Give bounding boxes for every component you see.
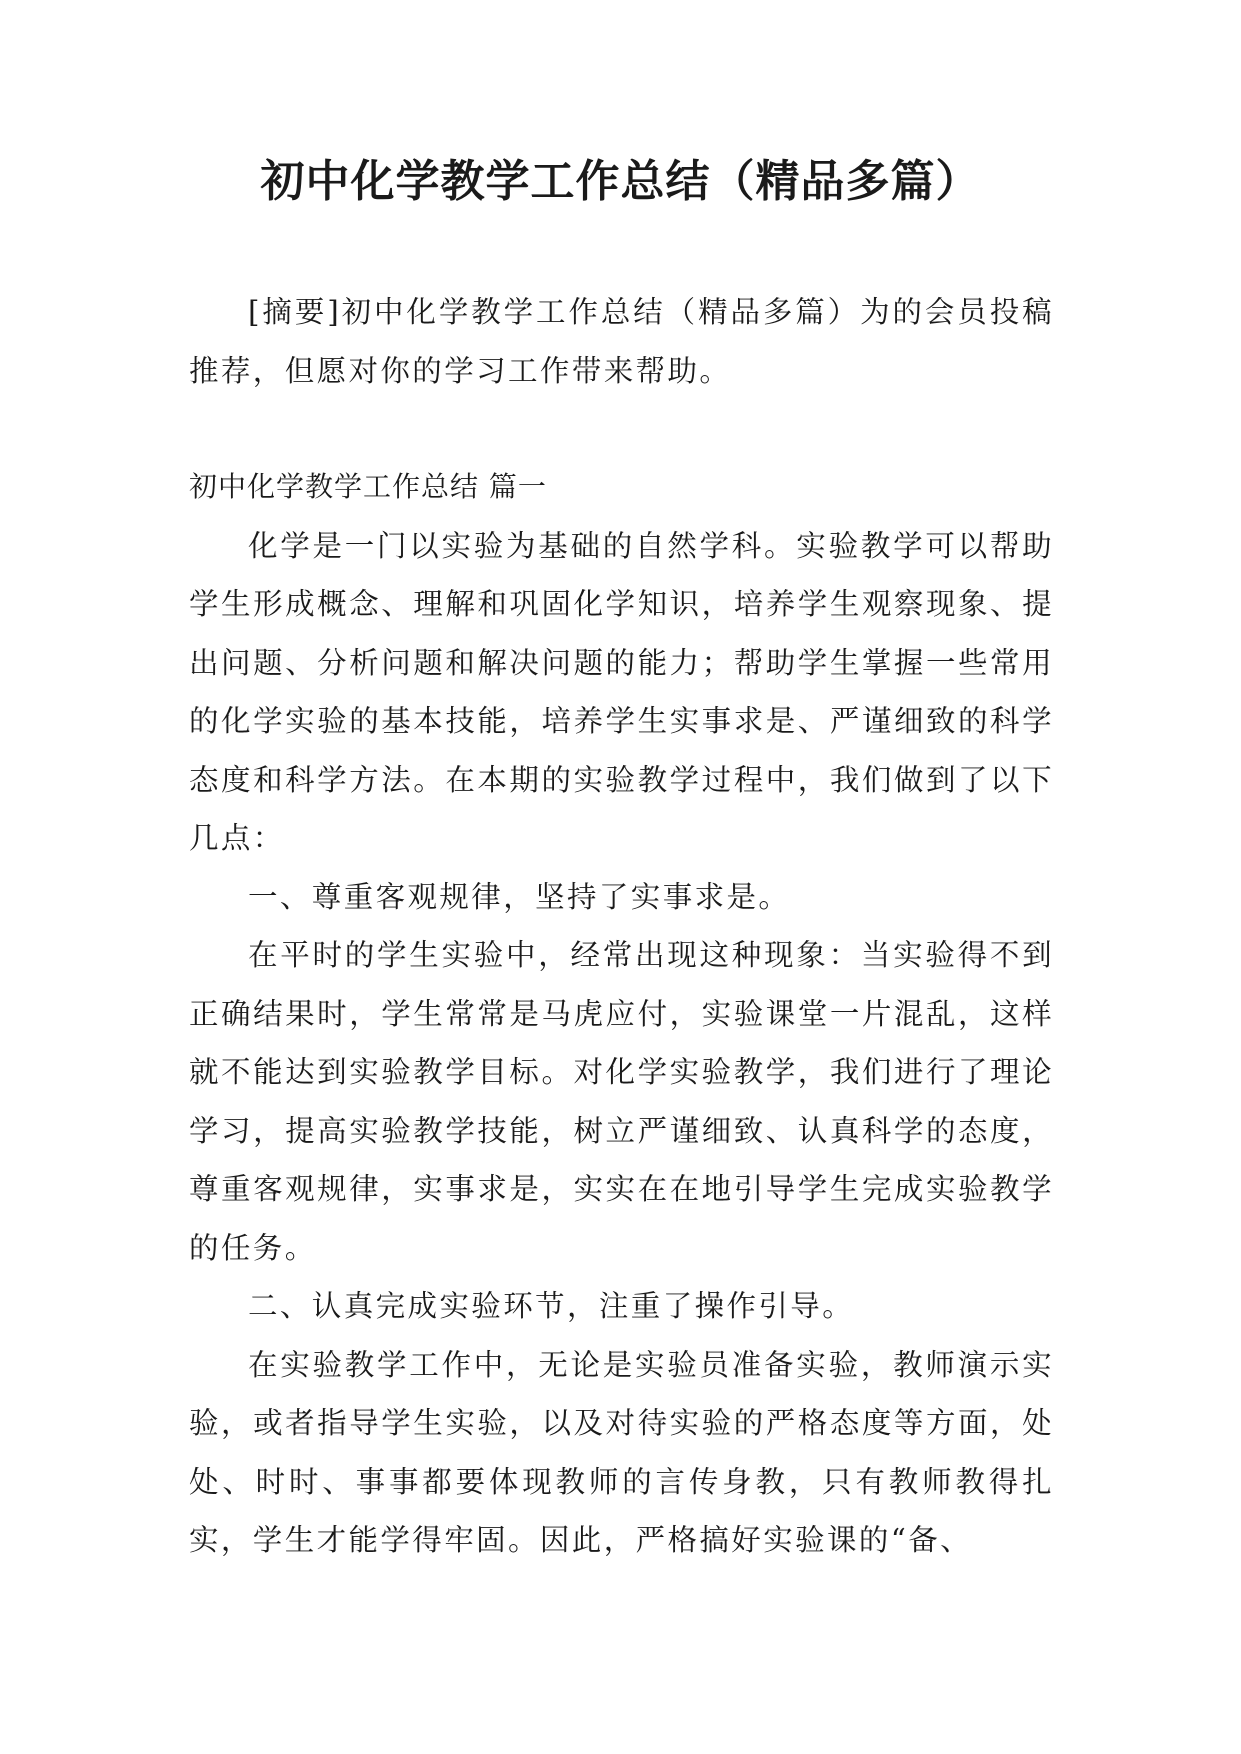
spacer	[189, 400, 1054, 458]
body-paragraph-4: 二、认真完成实验环节，注重了操作引导。	[248, 1289, 855, 1323]
body-paragraph-3: 在平时的学生实验中，经常出现这种现象：当实验得不到正确结果时，学生常常是马虎应付，实验课堂一片混乱，这样就不能达到实验教学目标。对化学实验教学，我们进行了理论学习，提高实验教学技能，树立严谨细致、认真科学的态度，尊重客观规律，实事求是，实实在在地引导学生完成实验教学的任务。	[189, 938, 1054, 1265]
document-body	[189, 283, 1054, 1570]
section-heading: 初中化学教学工作总结 篇一	[189, 470, 547, 503]
body-paragraph-2: 一、尊重客观规律，坚持了实事求是。	[248, 879, 791, 914]
body-paragraph-1: 化学是一门以实验为基础的自然学科。实验教学可以帮助学生形成概念、理解和巩固化学知识，培养学生观察现象、提出问题、分析问题和解决问题的能力；帮助学生掌握一些常用的化学实验的基本技能，培养学生实事求是、严谨细致的科学态度和科学方法。在本期的实验教学过程中，我们做到了以下几点：	[189, 528, 1054, 855]
body-paragraph-5: 在实验教学工作中，无论是实验员准备实验，教师演示实验，或者指导学生实验，以及对待实验的严格态度等方面，处处、时时、事事都要体现教师的言传身教，只有教师教得扎实，学生才能学得牢固。因此，严格搞好实验课的“备、	[189, 1347, 1054, 1557]
document-title: 初中化学教学工作总结（精品多篇）	[260, 156, 981, 207]
abstract-paragraph: [摘要]初中化学教学工作总结（精品多篇）为的会员投稿推荐，但愿对你的学习工作带来帮助。	[189, 295, 1054, 388]
